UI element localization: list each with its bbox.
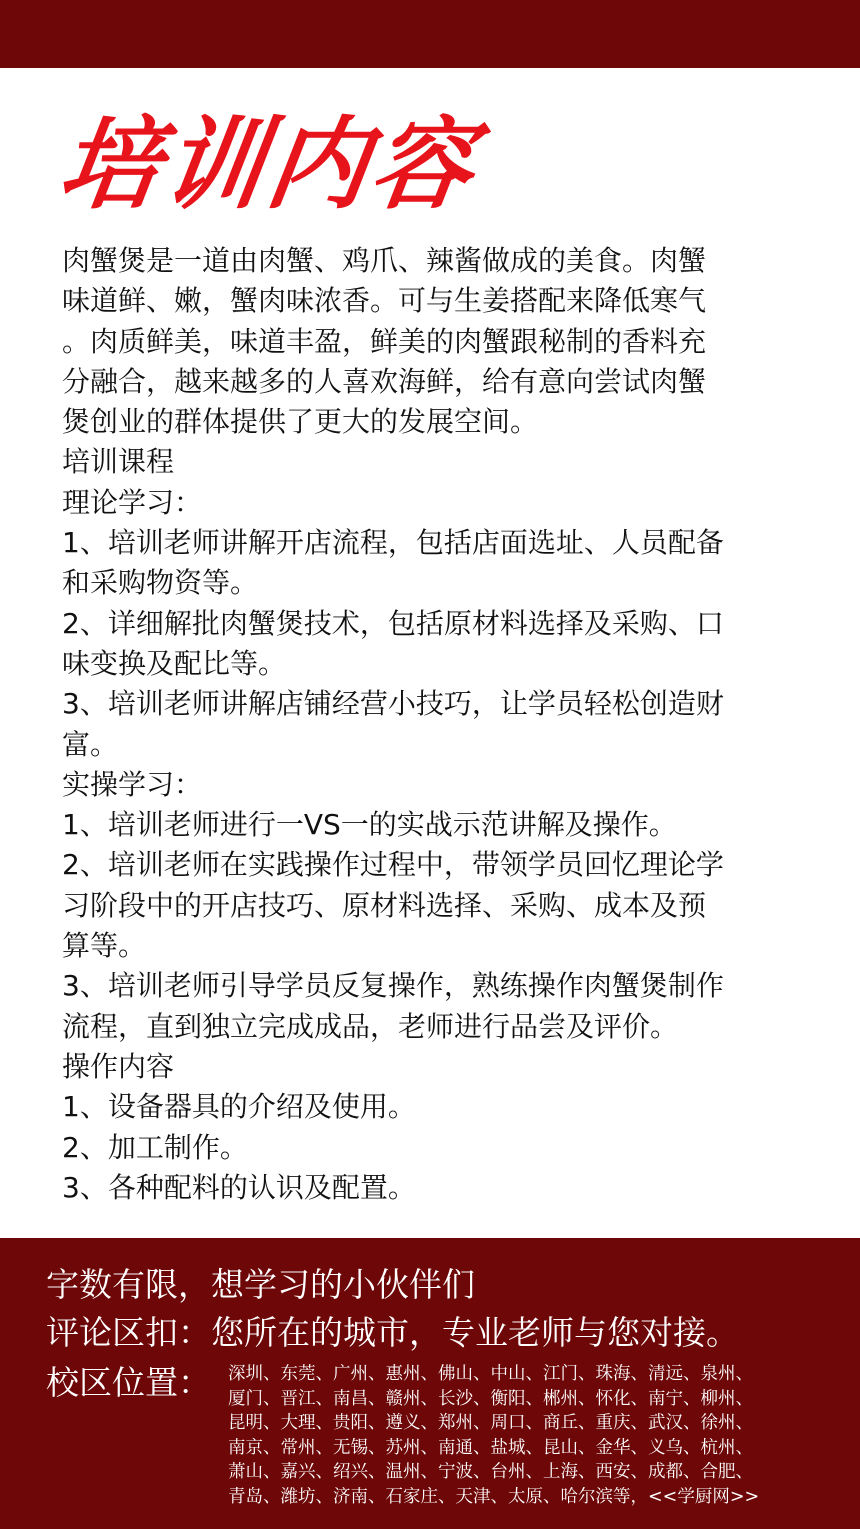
body-line: 1、培训老师进行一VS一的实战示范讲解及操作。 bbox=[62, 808, 677, 842]
campus-line: 昆明、大理、贵阳、遵义、郑州、周口、商丘、重庆、武汉、徐州、 bbox=[228, 1413, 753, 1434]
body-line: 3、培训老师讲解店铺经营小技巧，让学员轻松创造财 bbox=[62, 687, 724, 721]
footer-line: 字数有限，想学习的小伙伴们 bbox=[46, 1265, 475, 1304]
section-heading: 操作内容 bbox=[62, 1049, 175, 1083]
page-title: 培训内容 bbox=[51, 106, 485, 223]
subsection-heading: 理论学习： bbox=[62, 485, 203, 519]
campus-line: 萧山、嘉兴、绍兴、温州、宁波、台州、上海、西安、成都、合肥、 bbox=[228, 1462, 753, 1483]
body-line: 味变换及配比等。 bbox=[62, 646, 287, 680]
subsection-heading: 实操学习： bbox=[62, 767, 203, 801]
body-line: 2、加工制作。 bbox=[62, 1130, 248, 1164]
body-line: 富。 bbox=[62, 727, 119, 761]
body-line: 1、培训老师讲解开店流程，包括店面选址、人员配备 bbox=[62, 526, 724, 560]
campus-list bbox=[228, 1362, 828, 1510]
body-line: 肉蟹煲是一道由肉蟹、鸡爪、辣酱做成的美食。肉蟹 bbox=[62, 244, 707, 277]
campus-line: 南京、常州、无锡、苏州、南通、盐城、昆山、金华、义乌、杭州、 bbox=[228, 1437, 753, 1458]
body-line: 味道鲜、嫩，蟹肉味浓香。可与生姜搭配来降低寒气 bbox=[62, 284, 707, 318]
footer-banner bbox=[0, 1238, 860, 1529]
footer-line: 评论区扣：您所在的城市，专业老师与您对接。 bbox=[46, 1313, 739, 1352]
body-line: 3、各种配料的认识及配置。 bbox=[62, 1170, 416, 1204]
body-line: 。肉质鲜美，味道丰盈，鲜美的肉蟹跟秘制的香料充 bbox=[62, 324, 707, 358]
body-line: 3、培训老师引导学员反复操作，熟练操作肉蟹煲制作 bbox=[62, 969, 724, 1003]
body-line: 算等。 bbox=[62, 929, 147, 963]
body-line: 2、培训老师在实践操作过程中，带领学员回忆理论学 bbox=[62, 848, 724, 882]
body-line: 习阶段中的开店技巧、原材料选择、采购、成本及预 bbox=[62, 888, 707, 922]
body-text bbox=[62, 241, 782, 1208]
campus-line: 深圳、东莞、广州、惠州、佛山、中山、江门、珠海、清远、泉州、 bbox=[228, 1364, 753, 1384]
body-line: 流程，直到独立完成成品，老师进行品尝及评价。 bbox=[62, 1009, 679, 1043]
body-line: 分融合，越来越多的人喜欢海鲜，给有意向尝试肉蟹 bbox=[62, 364, 707, 398]
body-line: 和采购物资等。 bbox=[62, 566, 259, 600]
top-banner bbox=[0, 0, 860, 68]
body-line: 煲创业的群体提供了更大的发展空间。 bbox=[62, 405, 539, 439]
campus-line: 青岛、潍坊、济南、石家庄、天津、太原、哈尔滨等，<<学厨网>> bbox=[228, 1486, 760, 1507]
body-line: 1、设备器具的介绍及使用。 bbox=[62, 1090, 416, 1124]
campus-line: 厦门、晋江、南昌、赣州、长沙、衡阳、郴州、怀化、南宁、柳州、 bbox=[228, 1388, 753, 1409]
body-line: 2、详细解批肉蟹煲技术，包括原材料选择及采购、口 bbox=[62, 606, 724, 640]
section-heading: 培训课程 bbox=[62, 445, 175, 479]
campus-label: 校区位置： bbox=[46, 1363, 211, 1402]
